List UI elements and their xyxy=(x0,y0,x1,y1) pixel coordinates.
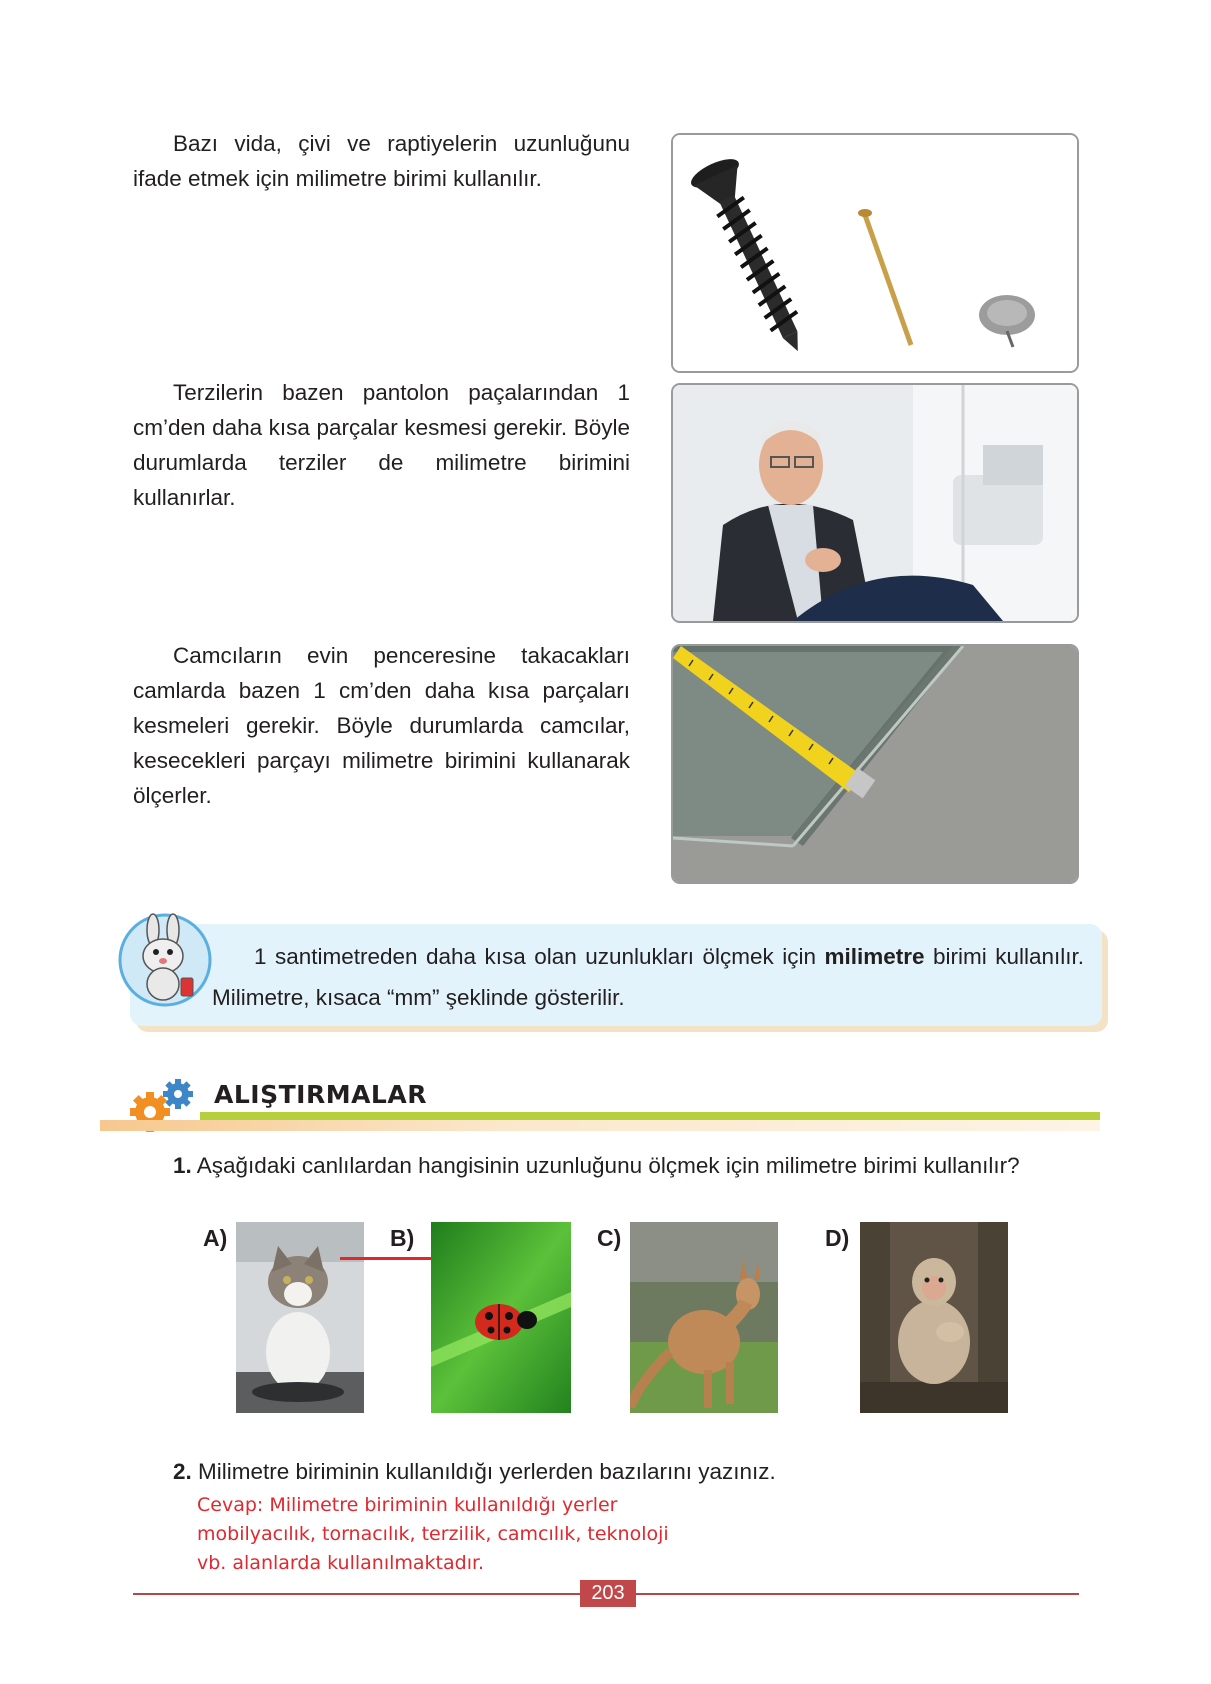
page-number: 203 xyxy=(580,1580,636,1607)
cat-photo xyxy=(236,1222,364,1413)
exercises-title: ALIŞTIRMALAR xyxy=(214,1080,427,1109)
screw-nail-pin-photo xyxy=(671,133,1079,373)
exercises-bar xyxy=(200,1112,1100,1120)
info-box-text: 1 santimetreden daha kısa olan uzunlukları ölçmek için milimetre birimi kullanılır. Milimetre, kısaca “mm” şeklinde gösterilir. xyxy=(212,944,1084,1010)
question-1: 1. Aşağıdaki canlılardan hangisinin uzunluğunu ölçmek için milimetre birimi kullanılır? xyxy=(173,1153,1020,1178)
paragraph-glass: Camcıların evin penceresine takacakları camlarda bazen 1 cm’den daha kısa parçaları kesmeleri gerekir. Böyle durumlarda camcılar, kesecekleri parçayı milimetre birimini kullanarak ölçerler. xyxy=(133,643,630,808)
answer-line: vb. alanlarda kullanılmaktadır. xyxy=(197,1552,485,1574)
paragraph-screws: Bazı vida, çivi ve raptiyelerin uzunluğunu ifade etmek için milimetre birimi kullanılır. xyxy=(133,131,630,191)
answer-text xyxy=(197,1491,757,1578)
option-b-label: B) xyxy=(390,1225,415,1251)
footer-line-right xyxy=(636,1593,1079,1595)
glass-measuring-photo xyxy=(671,644,1079,884)
option-c-label: C) xyxy=(597,1225,622,1251)
question-2: 2. Milimetre biriminin kullanıldığı yerlerden bazılarını yazınız. xyxy=(173,1459,776,1484)
exercises-bar-shadow xyxy=(100,1120,1100,1131)
option-d-label: D) xyxy=(825,1225,850,1251)
answer-line: Cevap: Milimetre biriminin kullanıldığı yerler xyxy=(197,1494,618,1516)
info-box xyxy=(130,924,1102,1026)
footer-line-left xyxy=(133,1593,580,1595)
paragraph-tailor: Terzilerin bazen pantolon paçalarından 1 cm’den daha kısa parçalar kesmesi gerekir. Böyle durumlarda terziler de milimetre birimini kullanırlar. xyxy=(133,380,630,510)
rabbit-mascot-icon xyxy=(117,912,213,1008)
kangaroo-photo xyxy=(630,1222,778,1413)
tailor-photo xyxy=(671,383,1079,623)
monkey-photo xyxy=(860,1222,1008,1413)
answer-line: mobilyacılık, tornacılık, terzilik, camcılık, teknoloji xyxy=(197,1523,669,1545)
ladybug-photo xyxy=(431,1222,571,1413)
option-a-label: A) xyxy=(203,1225,228,1251)
